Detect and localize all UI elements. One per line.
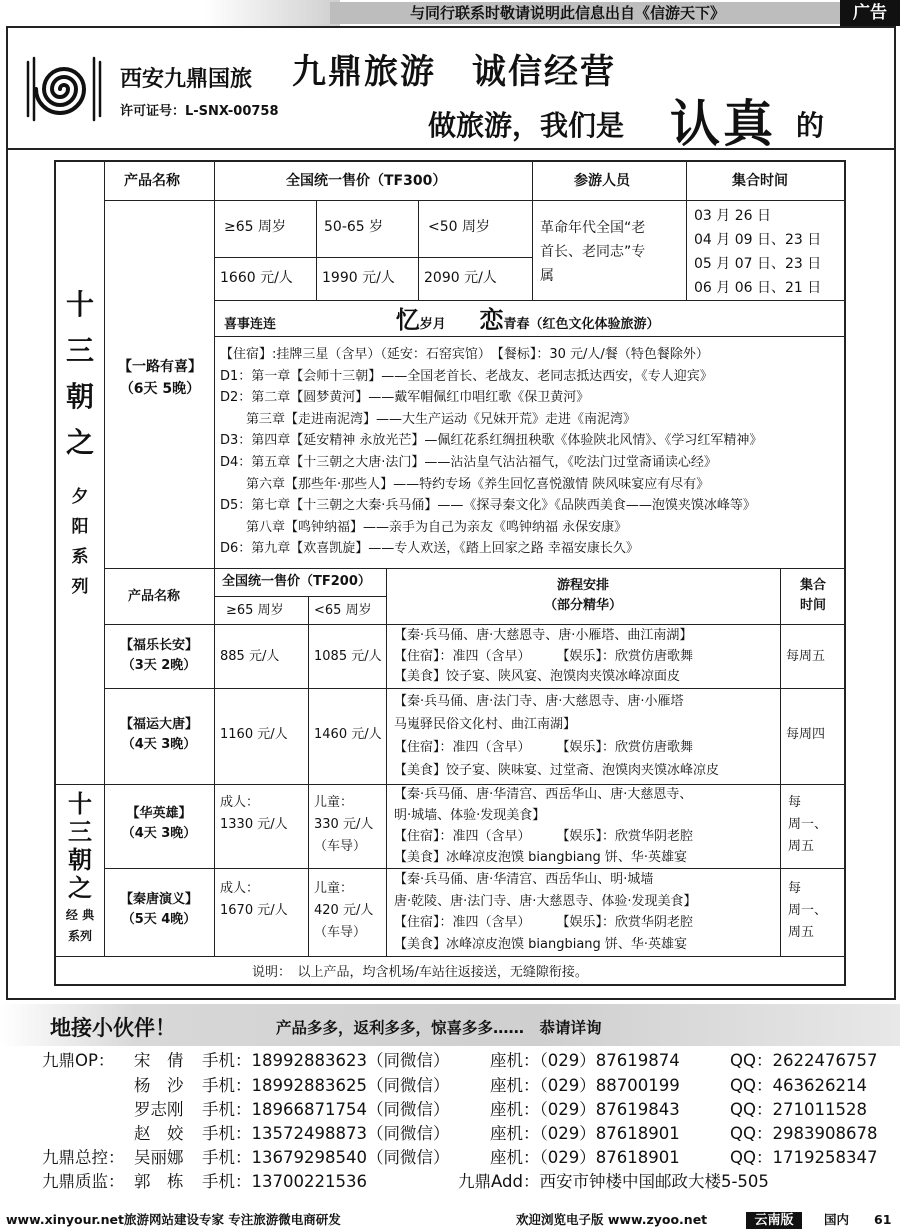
age-label-65plus: ≥65 周岁	[224, 219, 286, 235]
header2-time: 集合 时间	[799, 578, 826, 613]
top-banner	[0, 0, 900, 26]
itinerary-line: D3：第四章【延安精神 永放光芒】—佩红花系红绸扭秧歌《体验陕北风情》、《学习红军精神》	[220, 433, 763, 449]
price-a-fule: 885 元/人	[220, 649, 280, 664]
contact-phone: 座机：（029）87619843	[490, 1100, 680, 1119]
price-b-fuyun: 1460 元/人	[314, 727, 382, 742]
itinerary-line: D2：第二章【圆梦黄河】——戴军帽佩红巾唱红歌《保卫黄河》	[220, 390, 590, 406]
contact-mobile: 手机：13679298540（同微信）	[202, 1148, 450, 1167]
contact-mobile: 手机：18966871754（同微信）	[202, 1100, 450, 1119]
brand-name: 西安九鼎国旅	[120, 66, 253, 92]
header-meeting-time: 集合时间	[732, 173, 788, 189]
contact-mobile: 手机：13572498873（同微信）	[202, 1124, 450, 1143]
itinerary-line: D6：第九章【欢喜凯旋】——专人欢送，《踏上回家之路 幸福安康长久》	[220, 541, 639, 557]
slogan-emphasis: 认真	[670, 95, 776, 153]
series-label-sunset: 十 三 朝 之 夕 阳 系 列	[65, 288, 94, 597]
license-number: 许可证号：L-SNX-00758	[120, 104, 279, 119]
itinerary-fule: 【秦·兵马俑、唐·大慈恩寺、唐·小雁塔、曲江南湖】 【住宿】：准四（含早） 【娱乐】：欣赏仿唐歌舞 【美食】饺子宴、陕风宴、泡馍肉夹馍冰峰凉面皮	[394, 628, 694, 684]
participants-text: 革命年代全国“老 首长、老同志”专 属	[540, 220, 646, 284]
contact-phone: 座机：（029）87619874	[490, 1051, 680, 1070]
contact-name: 吴丽娜	[134, 1148, 184, 1167]
partner-slogan: 产品多多，返利多多，惊喜多多…… 恭请详询	[276, 1019, 602, 1037]
header2-product-name: 产品名称	[128, 589, 181, 604]
product-name-yilu: 【一路有喜】 （6天 5晚）	[118, 359, 202, 397]
slogan-prefix: 做旅游，我们是	[428, 109, 625, 142]
contact-phone: 座机：（029）87618901	[490, 1148, 680, 1167]
itinerary-line: D5：第七章【十三朝之大秦·兵马俑】——《探寻秦文化》《品陕西美食——泡馍夹馍冰峰等》	[220, 498, 756, 514]
theme-line: 喜事连连 忆岁月 恋青春（红色文化体验旅游）	[224, 306, 660, 334]
contact-qq: QQ：271011528	[730, 1100, 867, 1119]
header2-age-65plus: ≥65 周岁	[226, 603, 284, 618]
price-a-qintang: 成人： 1670 元/人	[220, 881, 288, 918]
price-under50: 2090 元/人	[424, 270, 497, 286]
contact-name: 赵 姣	[134, 1124, 184, 1143]
product-name-huayingxiong: 【华英雄】 （4天 3晚）	[121, 806, 197, 841]
bottom-category: 国内	[824, 1212, 850, 1227]
itinerary-line: 第三章【走进南泥湾】——大生产运动《兄妹开荒》走进《南泥湾》	[220, 411, 637, 427]
time-fuyun: 每周四	[786, 727, 826, 742]
product-name-fuyun: 【福运大唐】 （4天 3晚）	[119, 717, 198, 752]
ad-label: 广告	[840, 0, 900, 26]
time-fule: 每周五	[786, 649, 826, 664]
time-qintang: 每 周一、 周五	[788, 881, 828, 940]
slogan-main: 九鼎旅游 诚信经营	[292, 52, 616, 92]
age-label-under50: <50 周岁	[428, 219, 490, 235]
age-label-50-65: 50-65 岁	[324, 219, 384, 235]
contact-phone: 座机：（029）87618901	[490, 1124, 680, 1143]
header2-itinerary: 游程安排 （部分精华）	[543, 578, 622, 613]
table-note: 说明： 以上产品，均含机场/车站往返接送，无缝隙衔接。	[252, 965, 588, 980]
contact-qq: QQ：463626214	[730, 1076, 867, 1095]
product-name-fule: 【福乐长安】 （3天 2晚）	[119, 638, 198, 673]
contact-qq: QQ：2622476757	[730, 1051, 878, 1070]
itinerary-line: 第八章【鸣钟纳福】——亲手为自己为亲友《鸣钟纳福 永保安康》	[220, 519, 628, 535]
itinerary-qintang: 【秦·兵马俑、唐·华清宫、西岳华山、明·城墙 唐·乾陵、唐·法门寺、唐·大慈恩寺、体验·发现美食】 【住宿】：准四（含早） 【娱乐】：欣赏华阴老腔 【美食】冰峰凉皮泡馍 biangbiang 饼、华·英雄宴	[394, 872, 697, 952]
product-name-qintang: 【秦唐演义】 （5天 4晚）	[119, 892, 198, 927]
price-65plus: 1660 元/人	[220, 270, 293, 286]
price-b-huayingxiong: 儿童： 330 元/人 （车导）	[314, 795, 374, 854]
contact-role: 九鼎质监：	[42, 1172, 125, 1191]
region-badge: 云南版	[746, 1212, 802, 1229]
contact-address: 九鼎Add：西安市钟楼中国邮政大楼5-505	[458, 1172, 769, 1191]
contact-qq: QQ：1719258347	[730, 1148, 878, 1167]
meeting-dates: 03 月 26 日 04 月 09 日、23 日 05 月 07 日、23 日 06 月 06 日、21 日	[694, 208, 822, 296]
contact-role: 九鼎OP：	[42, 1051, 115, 1070]
spiral-logo-icon	[22, 52, 106, 126]
header2-price: 全国统一售价（TF200）	[222, 574, 371, 589]
bottom-mid-text: 欢迎浏览电子版 www.zyoo.net	[516, 1212, 708, 1227]
price-50-65: 1990 元/人	[322, 270, 395, 286]
header-price: 全国统一售价（TF300）	[286, 173, 447, 189]
itinerary-line: 【住宿】:挂牌三星（含早）（延安：石窑宾馆） 【餐标】：30 元/人/餐（特色餐除外）	[220, 347, 709, 362]
partner-title: 地接小伙伴！	[50, 1016, 176, 1040]
price-a-huayingxiong: 成人： 1330 元/人	[220, 795, 288, 832]
header2-age-under65: <65 周岁	[314, 603, 372, 618]
series-label-classic: 十 三 朝 之 经 典 系列	[65, 789, 95, 943]
contact-qq: QQ：2983908678	[730, 1124, 878, 1143]
contact-name: 宋 倩	[134, 1051, 184, 1070]
itinerary-line: D4：第五章【十三朝之大唐·法门】——沾沾皇气沾沾福气，《吃法门过堂斋诵读心经》	[220, 454, 717, 470]
contact-mobile: 手机：13700221536	[202, 1172, 367, 1191]
itinerary-list	[220, 344, 762, 560]
itinerary-huayingxiong: 【秦·兵马俑、唐·华清宫、西岳华山、唐·大慈恩寺、 明·城墙、体验·发现美食】 【住宿】：准四（含早） 【娱乐】：欣赏华阴老腔 【美食】冰峰凉皮泡馍 biangbiang 饼、华·英雄宴	[394, 787, 694, 865]
top-banner-gradient	[0, 0, 340, 26]
contact-phone: 座机：（029）88700199	[490, 1076, 680, 1095]
contact-name: 罗志刚	[134, 1100, 184, 1119]
contact-name: 杨 沙	[134, 1076, 184, 1095]
header-product-name: 产品名称	[124, 173, 180, 189]
slogan-suffix: 的	[796, 109, 825, 142]
bottom-left-text: www.xinyour.net旅游网站建设专家 专注旅游微电商研发	[6, 1212, 341, 1227]
itinerary-line: D1：第一章【会师十三朝】——全国老首长、老战友、老同志抵达西安，《专人迎宾》	[220, 368, 713, 384]
contact-name: 郭 栋	[134, 1172, 184, 1191]
header-participants: 参游人员	[574, 173, 630, 189]
source-notice: 与同行联系时敬请说明此信息出自《信游天下》	[330, 2, 840, 24]
product-table	[54, 160, 846, 986]
price-b-qintang: 儿童： 420 元/人 （车导）	[314, 881, 374, 940]
itinerary-fuyun: 【秦·兵马俑、唐·法门寺、唐·大慈恩寺、唐·小雁塔 马嵬驿民俗文化村、曲江南湖】 【住宿】：准四（含早） 【娱乐】：欣赏仿唐歌舞 【美食】饺子宴、陕味宴、过堂斋、泡馍肉夹馍冰峰凉皮	[394, 694, 720, 778]
itinerary-line: 第六章【那些年·那些人】——特约专场《养生回忆喜悦激情 陕风味宴应有尽有》	[220, 476, 710, 492]
page-number: 61	[874, 1212, 892, 1227]
time-huayingxiong: 每 周一、 周五	[788, 795, 828, 854]
contact-role: 九鼎总控：	[42, 1148, 125, 1167]
contact-mobile: 手机：18992883625（同微信）	[202, 1076, 450, 1095]
price-a-fuyun: 1160 元/人	[220, 727, 288, 742]
price-b-fule: 1085 元/人	[314, 649, 382, 664]
contact-mobile: 手机：18992883623（同微信）	[202, 1051, 450, 1070]
